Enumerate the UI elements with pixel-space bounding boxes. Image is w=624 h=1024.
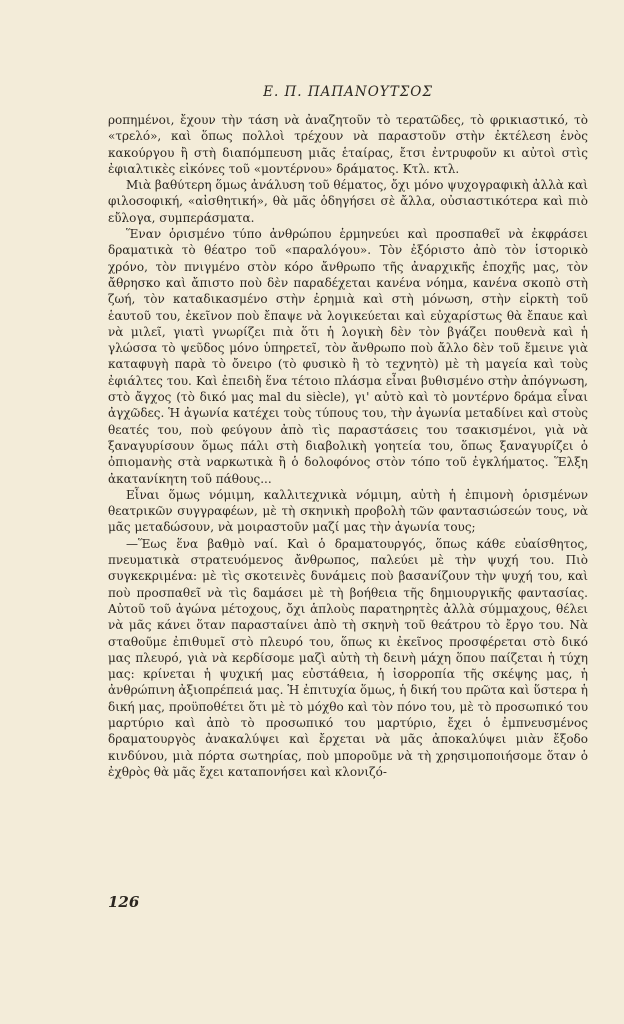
page-number: 126: [108, 893, 140, 911]
body-text: [108, 112, 588, 780]
paragraph: Εἶναι ὅμως νόμιμη, καλλιτεχνικὰ νόμιμη, αὐτὴ ἡ ἐπιμονὴ ὁρισμένων θεατρικῶν συγγραφέων, μὲ τὴ σκηνικὴ προβολὴ τῶν φαντασιώσεών τους, νὰ μᾶς μεταδώσουν, νὰ μοιραστοῦν μαζί μας τὴν ἀγωνία τους;: [108, 487, 588, 535]
paragraph-continuation: ροπημένοι, ἔχουν τὴν τάση νὰ ἀναζητοῦν τὸ τερατῶδες, τὸ φρικιαστικό, τὸ «τρελό», καὶ ὅπως πολλοὶ τρέχουν νὰ παραστοῦν στὴν ἐκτέλεση ἑνὸς κακούργου ἢ στὴ διαπόμπευση μιᾶς ἑταίρας, ἔτσι ἐντρυφοῦν κι αὐτοὶ στὶς ἐφιαλτικὲς εἰκόνες τοῦ «μοντέρνου» δράματος. Κτλ. κτλ.: [108, 113, 588, 176]
paragraph: Μιὰ βαθύτερη ὅμως ἀνάλυση τοῦ θέματος, ὄχι μόνο ψυχογραφικὴ ἀλλὰ καὶ φιλοσοφική, «αἰσθητική», θὰ μᾶς ὁδηγήσει σὲ ἄλλα, οὐσιαστικότερα καὶ πιὸ εὔλογα, συμπεράσματα.: [108, 178, 588, 225]
paragraph: Ἕναν ὁρισμένο τύπο ἀνθρώπου ἑρμηνεύει καὶ προσπαθεῖ νὰ ἐκφράσει δραματικὰ τὸ θέατρο τοῦ «παραλόγου». Τὸν ἐξόριστο ἀπὸ τὸν ἱστορικὸ χρόνο, τὸν πνιγμένο στὸν κόρο ἄνθρωπο τῆς ἀναρχικῆς ἐποχῆς μας, τὸν ἄθρησκο καὶ ἄπιστο ποὺ δὲν παραδέχεται κανένα νόημα, κανένα σκοπὸ στὴ ζωή, τὸν καταδικασμένο στὴν ἐρημιὰ καὶ στὴ μόνωση, στὴν εἱρκτὴ τοῦ ἑαυτοῦ του, ἐκεῖνον ποὺ ἔπαψε νὰ λογικεύεται καὶ εὐχαρίστως θὰ ἔπαυε καὶ νὰ μιλεῖ, γιατὶ γνωρίζει πιὰ ὅτι ἡ λογικὴ δὲν τὸν βγάζει πουθενὰ καὶ ἡ γλώσσα τὸ ψεῦδος μόνο ὑπηρετεῖ, τὸν ἄνθρωπο ποὺ ἄλλο δὲν τοῦ ἔμεινε γιὰ καταφυγὴ παρὰ τὸ ὄνειρο (τὸ φυσικὸ ἢ τὸ τεχνητὸ) μὲ τὴ μαγεία καὶ τοὺς ἐφιάλτες του. Καὶ ἐπειδὴ ἕνα τέτοιο πλάσμα εἶναι βυθισμένο στὴν ἀπόγνωση, στὸ ἄγχος (τὸ δικό μας mal du siècle), γι' αὐτὸ καὶ τὸ μοντέρνο δράμα εἶναι ἀγχῶδες. Ἡ ἀγωνία κατέχει τοὺς τύπους του, τὴν ἀγωνία μεταδίνει καὶ στοὺς θεατές του, ποὺ φεύγουν ἀπὸ τὶς παραστάσεις του τσακισμένοι, γιὰ νὰ ξαναγυρίσουν ὅμως πάλι στὴ διαβολικὴ γοητεία του, ὅπως ξαναγυρίζει ὁ ὀπιομανὴς στὰ ναρκωτικὰ ἢ ὁ δολοφόνος στὸν τόπο τοῦ ἐγκλήματος. Ἕλξη ἀκατανίκητη τοῦ πάθους...: [108, 227, 588, 486]
running-head: Ε. Π. ΠΑΠΑΝΟΥΤΣΟΣ: [263, 84, 433, 100]
paragraph: —Ἕως ἕνα βαθμὸ ναί. Καὶ ὁ δραματουργός, ὅπως κάθε εὐαίσθητος, πνευματικὰ στρατευόμενος ἄνθρωπος, παλεύει μὲ τὴν ψυχή του. Πιὸ συγκεκριμένα: μὲ τὶς σκοτεινὲς δυνάμεις ποὺ βασανίζουν τὴν ψυχή του, καὶ ποὺ προσπαθεῖ νὰ τὶς δαμάσει μὲ τὴ βοήθεια τῆς δημιουργικῆς φαντασίας. Αὐτοῦ τοῦ ἀγώνα μέτοχους, ὄχι ἁπλοὺς παρατηρητὲς ἀλλὰ σύμμαχους, θέλει νὰ μᾶς κάνει ὅταν παρασταίνει ἀπὸ τὴ σκηνὴ τοῦ θεάτρου τὸ ἔργο του. Νὰ σταθοῦμε ἐπιθυμεῖ στὸ πλευρό του, ὅπως κι ἐκεῖνος προσφέρεται στὸ δικό μας πλευρό, γιὰ νὰ κερδίσομε μαζὶ αὐτὴ τὴ δεινὴ μάχη ὅπου παίζεται ἡ τύχη μας: κρίνεται ἡ ψυχική μας εὐστάθεια, ἡ ἰσορροπία τῆς σκέψης μας, ἡ ἀνθρώπινη ἀξιοπρέπειά μας. Ἡ ἐπιτυχία ὅμως, ἡ δική του πρῶτα καὶ ὕστερα ἡ δική μας, προϋποθέτει ὅτι μὲ τὸ μόχθο καὶ τὸν πόνο του, μὲ τὸ προσωπικό του μαρτύριο καὶ ἀπὸ τὸ προσωπικό του μαρτύριο, ἔχει ὁ ἐμπνευσμένος δραματουργὸς ἀνακαλύψει καὶ ἔρχεται νὰ μᾶς ἀποκαλύψει μιὰν ἔξοδο κινδύνου, μιὰ πόρτα σωτηρίας, ποὺ μποροῦμε νὰ τὴ χρησιμοποιήσομε ὅταν ὁ ἐχθρὸς θὰ μᾶς ἔχει καταπονήσει καὶ κλονιζό-: [108, 536, 588, 779]
